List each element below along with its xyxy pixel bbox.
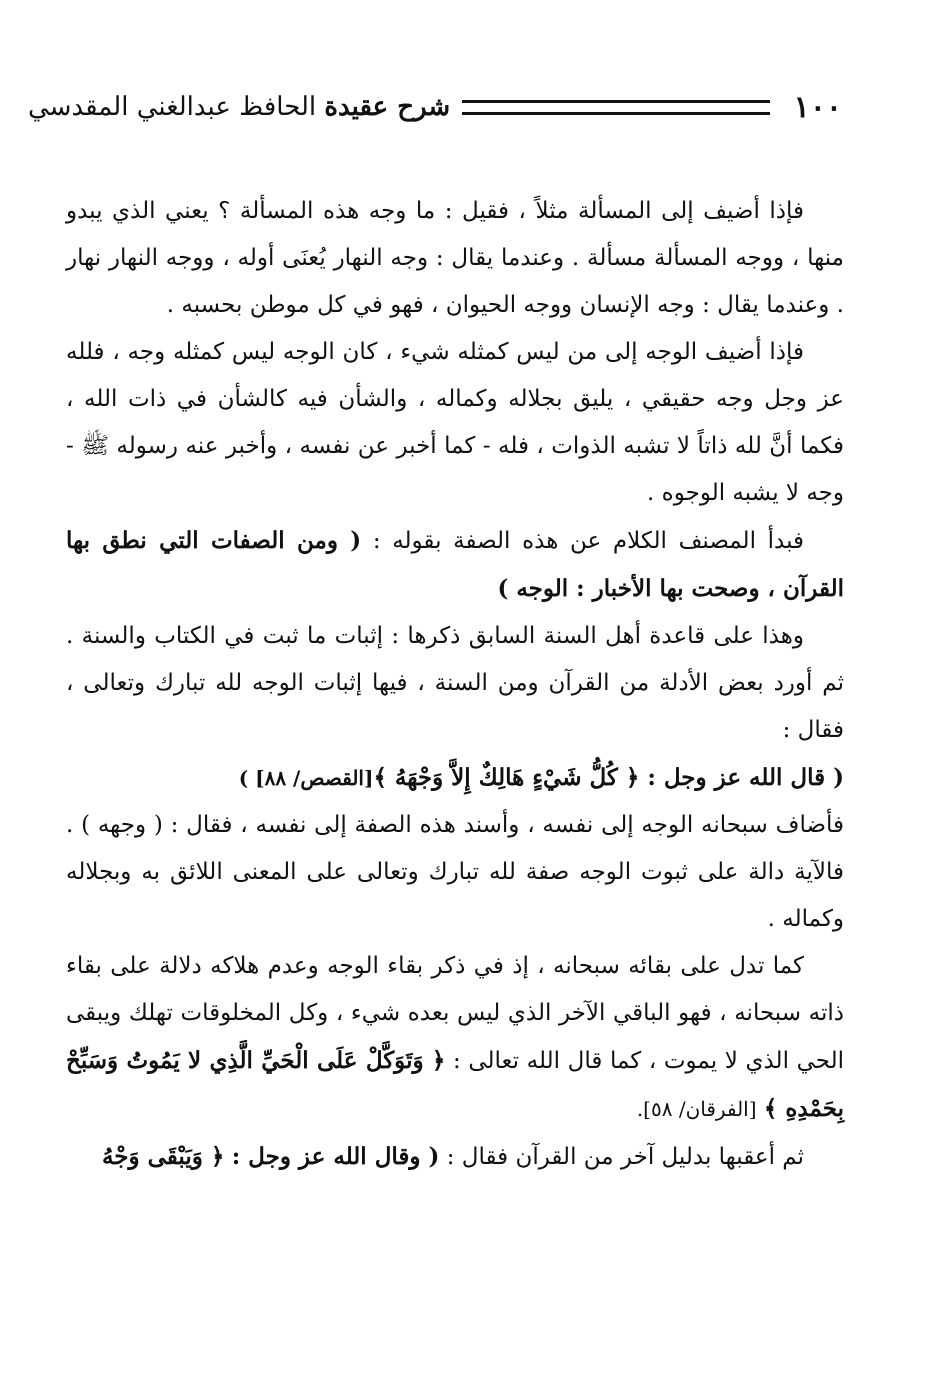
paragraph-text: كما تدل على بقائه سبحانه ، إذ في ذكر بقاء الوجه وعدم هلاكه دلالة على بقاء ذاته سبحانه ، فهو الباقي الآخر الذي ليس بعده شيء ، وكل المخلوقات تهلك ويبقى الحي الذي لا يموت ، كما قال الله تعالى : xyxy=(66,953,844,1074)
paragraph xyxy=(66,943,844,1133)
paragraph-text: ثم أعقبها بدليل آخر من القرآن فقال : xyxy=(446,1144,804,1170)
paragraph: فأضاف سبحانه الوجه إلى نفسه ، وأسند هذه الصفة إلى نفسه ، فقال : ( وجهه ) . فالآية دالة على ثبوت الوجه صفة لله تبارك وتعالى على المعنى اللائق به وبجلاله وكماله . xyxy=(66,812,844,932)
paragraph: فإذا أضيف إلى المسألة مثلاً ، فقيل : ما وجه هذه المسألة ؟ يعني الذي يبدو منها ، ووجه المسألة مسألة . وعندما يقال : وجه النهار يُعنَى أوله ، ووجه النهار نهار . وعندما يقال : وجه الإنسان ووجه الحيوان ، فهو في كل موطن بحسبه . xyxy=(66,198,844,318)
paragraph xyxy=(66,517,844,613)
running-title-rest: الحافظ عبدالغني المقدسي xyxy=(28,92,317,122)
verse-reference: [القصص/ ٨٨] ) xyxy=(238,766,374,790)
quran-citation xyxy=(66,754,844,802)
running-title xyxy=(28,92,450,122)
body-text xyxy=(66,188,844,1181)
quran-verse: ﴿ وَتَوَكَّلْ عَلَى الْحَيِّ الَّذِي لا يَمُوتُ وَسَبِّحْ بِحَمْدِهِ ﴾ xyxy=(66,1047,844,1122)
page-number: ١٠٠ xyxy=(793,89,842,125)
running-title-bold: شرح عقيدة xyxy=(324,92,451,122)
quran-verse: ﴿ كُلُّ شَيْءٍ هَالِكٌ إِلاَّ وَجْهَهُ ﴾ xyxy=(373,764,640,791)
header-rule xyxy=(462,100,770,115)
verse-reference: [الفرقان/ ٥٨]. xyxy=(636,1097,757,1121)
paragraph xyxy=(66,1133,844,1181)
page-header xyxy=(28,82,842,132)
quoted-text: ( ومن الصفات التي نطق بها القرآن ، وصحت بها الأخبار : الوجه ) xyxy=(66,527,844,602)
paragraph-text: فبدأ المصنف الكلام عن هذه الصفة بقوله : xyxy=(372,528,805,554)
citation-lead: ( وقال الله عز وجل : xyxy=(231,1143,440,1170)
paragraph: فإذا أضيف الوجه إلى من ليس كمثله شيء ، كان الوجه ليس كمثله وجه ، فلله عز وجل وجه حقيقي ، يليق بجلاله وكماله ، والشأن فيه كالشأن في ذات الله ، فكما أنَّ لله ذاتاً لا تشبه الذوات ، فله - كما أخبر عن نفسه ، وأخبر عنه رسوله ﷺ - وجه لا يشبه الوجوه . xyxy=(66,339,844,506)
quran-verse: ﴿ وَيَبْقَى وَجْهُ xyxy=(101,1143,225,1170)
paragraph: وهذا على قاعدة أهل السنة السابق ذكرها : إثبات ما ثبت في الكتاب والسنة . ثم أورد بعض الأدلة من القرآن ومن السنة ، فيها إثبات الوجه لله تبارك وتعالى ، فقال : xyxy=(66,623,844,743)
citation-lead: ( قال الله عز وجل : xyxy=(647,764,844,791)
